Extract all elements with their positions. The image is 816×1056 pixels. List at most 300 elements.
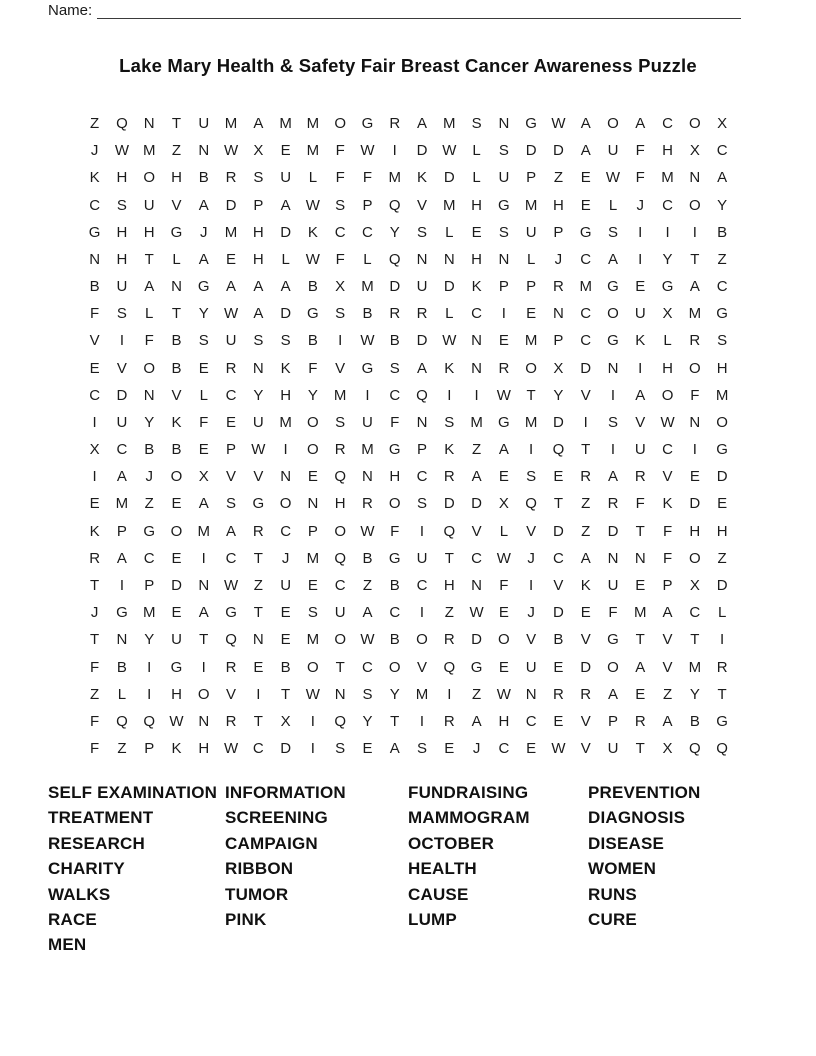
grid-letter: S (335, 413, 346, 431)
grid-letter: T (171, 115, 182, 133)
grid-letter: F (90, 658, 100, 676)
grid-letter: F (362, 169, 373, 187)
word-item: CURE (588, 910, 637, 930)
grid-letter: A (116, 468, 127, 486)
grid-letter: A (689, 278, 700, 296)
grid-letter: M (661, 169, 674, 187)
grid-letter: E (553, 468, 564, 486)
grid-letter: E (226, 413, 237, 431)
grid-letter: O (416, 631, 428, 649)
grid-row (81, 300, 736, 327)
grid-letter: G (252, 495, 265, 513)
grid-letter: W (442, 142, 457, 160)
word-list (48, 780, 788, 970)
grid-letter: H (389, 468, 401, 486)
grid-letter: C (716, 278, 728, 296)
grid-letter: A (198, 495, 209, 513)
grid-letter: M (415, 685, 429, 703)
grid-letter: H (334, 495, 346, 513)
grid-letter: H (471, 250, 482, 268)
grid-letter: B (171, 441, 182, 459)
grid-letter: N (689, 169, 701, 187)
grid-letter: H (280, 386, 292, 404)
grid-letter: D (443, 169, 455, 187)
grid-letter: Y (662, 250, 673, 268)
grid-letter: G (716, 712, 728, 730)
grid-letter: N (143, 115, 155, 133)
grid-letter: T (690, 631, 700, 649)
grid-letter: J (281, 549, 290, 567)
word-item: CHARITY (48, 859, 125, 879)
grid-letter: F (635, 169, 645, 187)
grid-letter: Q (525, 495, 537, 513)
grid-letter: N (471, 577, 482, 594)
grid-letter: D (416, 332, 428, 350)
grid-letter: M (470, 413, 483, 431)
grid-letter: E (280, 604, 291, 622)
grid-row (81, 409, 736, 436)
name-blank-line (97, 2, 741, 19)
grid-letter: D (471, 495, 482, 513)
grid-letter: Y (553, 386, 564, 404)
grid-letter: A (253, 278, 264, 296)
grid-letter: W (305, 196, 320, 214)
grid-letter: G (716, 305, 728, 323)
grid-letter: M (688, 305, 702, 323)
grid-letter: W (469, 604, 484, 622)
grid-letter: W (223, 305, 239, 323)
grid-letter: E (171, 495, 182, 513)
grid-letter: S (607, 223, 618, 241)
grid-letter: A (280, 278, 291, 296)
grid-letter: L (445, 223, 454, 241)
grid-letter: F (690, 386, 700, 404)
grid-letter: X (553, 359, 564, 377)
grid-letter: O (661, 386, 674, 404)
grid-letter: G (607, 278, 619, 296)
grid-letter: D (471, 631, 482, 649)
grid-letter: H (716, 359, 728, 377)
grid-letter: W (223, 142, 239, 160)
grid-letter: R (580, 468, 592, 486)
grid-letter: E (526, 740, 537, 758)
grid-letter: V (171, 386, 182, 404)
grid-letter: L (608, 196, 618, 214)
grid-letter: E (307, 468, 318, 486)
grid-letter: U (116, 413, 128, 431)
grid-letter: R (416, 305, 428, 323)
grid-row (81, 572, 736, 599)
grid-letter: N (198, 577, 210, 594)
grid-letter: Z (581, 522, 591, 540)
grid-letter: K (662, 495, 673, 513)
grid-letter: V (171, 196, 182, 214)
grid-letter: P (253, 196, 264, 214)
grid-letter: F (199, 413, 209, 431)
grid-letter: V (335, 359, 346, 377)
grid-letter: A (389, 740, 400, 758)
grid-letter: M (142, 142, 156, 160)
word-item: FUNDRAISING (408, 783, 529, 802)
grid-letter: Q (334, 549, 346, 567)
grid-letter: N (634, 549, 646, 567)
grid-letter: B (171, 359, 182, 377)
grid-letter: I (692, 441, 697, 459)
grid-letter: N (198, 142, 210, 160)
grid-letter: T (335, 658, 345, 676)
letter-grid (81, 110, 736, 762)
grid-letter: T (444, 549, 454, 567)
grid-letter: J (90, 142, 99, 160)
grid-letter: T (171, 305, 182, 323)
grid-letter: L (445, 305, 454, 323)
grid-letter: K (635, 332, 646, 350)
grid-letter: N (89, 250, 101, 268)
grid-letter: R (362, 495, 373, 513)
grid-letter: K (89, 522, 100, 540)
grid-letter: H (662, 142, 673, 160)
grid-letter: S (280, 332, 291, 350)
grid-letter: G (361, 359, 374, 377)
grid-letter: R (716, 658, 728, 676)
grid-letter: C (580, 332, 592, 350)
grid-letter: Z (90, 685, 100, 703)
grid-letter: I (610, 441, 616, 459)
grid-letter: Q (688, 740, 701, 758)
grid-letter: P (362, 196, 373, 214)
grid-letter: E (553, 712, 564, 730)
grid-letter: S (498, 223, 509, 241)
grid-letter: H (116, 250, 128, 268)
grid-letter: E (171, 604, 182, 622)
grid-letter: X (253, 142, 264, 160)
word-item: PREVENTION (588, 783, 701, 802)
grid-letter: T (690, 250, 700, 268)
grid-letter: U (607, 740, 619, 758)
grid-letter: O (607, 305, 619, 323)
grid-letter: J (636, 196, 645, 214)
grid-letter: H (716, 522, 728, 540)
grid-row (81, 735, 736, 762)
grid-letter: F (635, 142, 645, 160)
grid-letter: B (389, 631, 400, 649)
grid-letter: H (553, 196, 564, 214)
grid-letter: D (716, 577, 728, 594)
grid-letter: D (171, 577, 182, 594)
grid-letter: M (524, 413, 538, 431)
grid-letter: E (307, 577, 318, 594)
grid-letter: L (199, 386, 208, 404)
grid-letter: I (92, 413, 97, 431)
word-item: RUNS (588, 884, 637, 904)
grid-letter: L (308, 169, 318, 187)
grid-letter: E (253, 658, 264, 676)
grid-letter: K (444, 359, 455, 377)
grid-letter: D (280, 223, 292, 241)
grid-letter: C (225, 386, 237, 404)
grid-letter: W (551, 740, 566, 758)
grid-letter: Y (362, 712, 373, 730)
grid-letter: G (170, 223, 183, 241)
grid-letter: V (471, 522, 482, 540)
grid-letter: L (363, 250, 372, 268)
grid-letter: V (635, 413, 646, 431)
grid-letter: Z (717, 549, 727, 567)
grid-letter: D (389, 278, 401, 296)
grid-letter: Q (443, 522, 456, 540)
grid-letter: A (717, 169, 728, 187)
grid-letter: A (116, 549, 127, 567)
grid-letter: S (307, 604, 318, 622)
grid-letter: N (198, 712, 210, 730)
grid-letter: Q (334, 468, 346, 486)
grid-letter: G (170, 658, 183, 676)
grid-letter: T (253, 549, 263, 567)
word-item: INFORMATION (225, 783, 346, 802)
grid-letter: D (553, 413, 564, 431)
grid-letter: N (116, 631, 128, 649)
grid-letter: V (580, 386, 591, 404)
grid-letter: G (388, 441, 401, 459)
grid-letter: Y (253, 386, 264, 404)
grid-letter: L (117, 685, 127, 703)
grid-row (81, 327, 736, 354)
grid-letter: D (553, 522, 564, 540)
grid-letter: C (498, 740, 510, 758)
grid-letter: N (443, 250, 455, 268)
grid-letter: F (635, 495, 645, 513)
grid-letter: X (498, 495, 509, 513)
grid-letter: I (447, 386, 452, 404)
grid-letter: D (443, 495, 455, 513)
grid-letter: M (115, 495, 129, 513)
grid-letter: E (526, 305, 537, 323)
grid-letter: V (89, 332, 100, 350)
grid-letter: S (471, 115, 482, 133)
grid-letter: V (253, 468, 264, 486)
grid-letter: F (90, 305, 100, 323)
grid-letter: V (580, 712, 591, 730)
grid-letter: X (335, 278, 346, 296)
grid-letter: E (89, 495, 100, 513)
grid-letter: B (389, 577, 400, 594)
grid-letter: S (335, 305, 346, 323)
word-item: TUMOR (225, 884, 289, 904)
grid-letter: P (526, 278, 537, 296)
grid-letter: W (223, 740, 239, 758)
grid-letter: Q (143, 712, 156, 730)
grid-letter: S (717, 332, 728, 350)
grid-letter: T (144, 250, 154, 268)
grid-letter: M (715, 386, 729, 404)
grid-letter: P (307, 522, 318, 540)
grid-letter: X (662, 305, 673, 323)
grid-letter: F (335, 142, 345, 160)
grid-letter: H (143, 223, 155, 241)
grid-letter: A (471, 712, 482, 730)
grid-letter: Q (388, 196, 401, 214)
grid-letter: A (144, 278, 155, 296)
grid-letter: O (170, 468, 183, 486)
name-label: Name: (48, 2, 93, 19)
grid-letter: P (607, 712, 618, 730)
grid-letter: O (688, 115, 701, 133)
grid-letter: Z (717, 250, 727, 268)
grid-letter: W (305, 250, 320, 268)
grid-letter: B (89, 278, 100, 296)
grid-row (81, 164, 736, 191)
grid-letter: D (553, 142, 564, 160)
grid-letter: Q (443, 658, 456, 676)
grid-letter: S (226, 495, 237, 513)
grid-letter: S (607, 413, 618, 431)
grid-letter: H (252, 250, 264, 268)
grid-letter: U (280, 577, 292, 594)
grid-letter: W (305, 685, 320, 703)
grid-letter: T (90, 631, 100, 649)
word-item: SELF EXAMINATION (48, 783, 218, 802)
grid-letter: G (498, 413, 510, 431)
grid-letter: V (116, 359, 127, 377)
grid-letter: R (252, 522, 264, 540)
grid-letter: T (526, 386, 536, 404)
grid-letter: P (144, 740, 155, 758)
grid-letter: E (198, 441, 209, 459)
grid-letter: N (471, 332, 482, 350)
grid-row (81, 192, 736, 219)
grid-letter: W (660, 413, 675, 431)
grid-letter: M (524, 196, 538, 214)
grid-letter: E (280, 142, 291, 160)
grid-letter: R (580, 685, 592, 703)
grid-letter: B (307, 278, 318, 296)
grid-row (81, 518, 736, 545)
grid-letter: A (198, 196, 209, 214)
grid-letter: O (307, 413, 319, 431)
grid-letter: I (365, 386, 370, 404)
grid-letter: H (252, 223, 264, 241)
grid-letter: J (145, 468, 153, 486)
grid-letter: C (389, 386, 401, 404)
grid-letter: D (116, 386, 128, 404)
grid-letter: I (638, 359, 643, 377)
grid-letter: O (688, 549, 701, 567)
grid-letter: F (335, 169, 345, 187)
grid-letter: Z (171, 142, 182, 160)
grid-letter: W (442, 332, 457, 350)
grid-letter: I (419, 712, 425, 730)
grid-letter: V (662, 631, 673, 649)
grid-letter: N (416, 413, 428, 431)
grid-letter: L (526, 250, 536, 268)
grid-letter: W (360, 522, 375, 540)
grid-letter: E (689, 468, 700, 486)
grid-letter: J (200, 223, 208, 241)
grid-letter: A (226, 522, 237, 540)
grid-letter: O (334, 115, 346, 133)
word-item: MAMMOGRAM (408, 808, 530, 828)
grid-letter: P (662, 577, 673, 594)
word-item: WALKS (48, 884, 111, 904)
grid-letter: I (529, 577, 534, 594)
grid-letter: P (526, 169, 537, 187)
grid-letter: I (720, 631, 725, 649)
grid-letter: F (390, 522, 400, 540)
grid-letter: X (689, 142, 700, 160)
grid-letter: H (198, 740, 210, 758)
grid-letter: S (362, 685, 373, 703)
grid-letter: N (471, 359, 482, 377)
grid-letter: U (198, 115, 210, 133)
grid-letter: H (689, 522, 701, 540)
grid-letter: C (416, 468, 428, 486)
grid-letter: X (689, 577, 700, 594)
grid-letter: S (417, 223, 428, 241)
grid-letter: L (472, 142, 481, 160)
grid-letter: T (253, 712, 263, 730)
grid-letter: O (688, 196, 701, 214)
grid-letter: R (225, 712, 237, 730)
grid-letter: U (225, 332, 237, 350)
grid-letter: B (198, 169, 209, 187)
grid-letter: K (171, 413, 182, 431)
grid-letter: I (201, 658, 206, 676)
grid-letter: W (360, 332, 375, 350)
grid-letter: I (310, 740, 315, 758)
word-item: RIBBON (225, 859, 294, 879)
grid-letter: D (716, 468, 728, 486)
grid-letter: X (662, 740, 673, 758)
grid-letter: W (360, 142, 375, 160)
grid-letter: M (443, 115, 456, 133)
grid-letter: M (333, 386, 347, 404)
grid-letter: K (444, 441, 455, 459)
grid-letter: N (607, 549, 619, 567)
grid-letter: E (498, 332, 509, 350)
grid-letter: A (198, 604, 209, 622)
grid-letter: F (90, 740, 100, 758)
grid-letter: R (553, 278, 564, 296)
word-item: SCREENING (225, 808, 328, 828)
grid-letter: A (635, 658, 646, 676)
grid-letter: S (253, 169, 264, 187)
grid-letter: G (143, 522, 156, 540)
grid-letter: A (662, 604, 673, 622)
grid-letter: Q (116, 115, 128, 133)
grid-letter: N (362, 468, 373, 486)
grid-letter: I (501, 305, 506, 323)
grid-letter: I (610, 386, 616, 404)
grid-row (81, 626, 736, 653)
grid-letter: I (92, 468, 97, 486)
grid-letter: O (688, 359, 701, 377)
word-list-column (588, 780, 701, 932)
grid-letter: M (279, 115, 292, 133)
grid-letter: M (197, 522, 211, 540)
grid-letter: B (362, 549, 373, 567)
page-title: Lake Mary Health & Safety Fair Breast Cancer Awareness Puzzle (119, 55, 697, 76)
grid-letter: U (334, 604, 346, 622)
grid-letter: A (635, 386, 646, 404)
grid-letter: H (116, 169, 128, 187)
grid-letter: F (662, 522, 673, 540)
grid-letter: A (580, 142, 591, 160)
grid-letter: D (443, 278, 455, 296)
grid-letter: E (635, 685, 646, 703)
grid-letter: P (553, 223, 564, 241)
grid-row (81, 708, 736, 735)
grid-letter: G (88, 223, 101, 241)
